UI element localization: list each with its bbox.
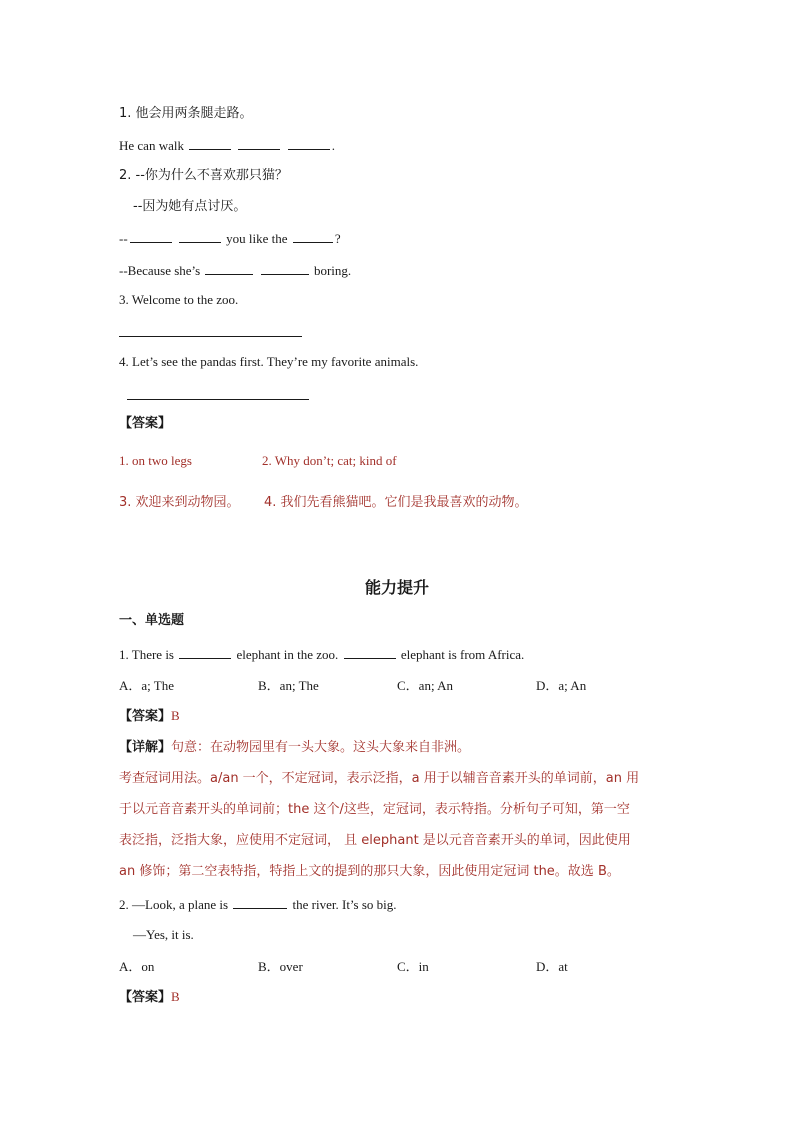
- detail-text: 考查冠词用法。a/an 一个，不定冠词，表示泛指，a 用于以辅音音素开头的单词前，an 用: [119, 771, 640, 786]
- answer-blank: [238, 137, 280, 150]
- section-title: 能力提升: [364, 578, 429, 597]
- mc-question-2-answer: [119, 989, 180, 1006]
- question-2b-end: boring.: [313, 263, 352, 278]
- detail-text: 表泛指，泛指大象，应使用不定冠词， 且 elephant 是以元音音素开头的单词，因此使用: [119, 833, 631, 848]
- option-d: D．at: [536, 959, 568, 974]
- mc-question-2-prefix: 2. —Look, a plane is: [119, 897, 229, 912]
- answer-blank: [344, 646, 396, 659]
- option-c: C．an; An: [397, 678, 453, 693]
- option-b: B．an; The: [258, 678, 319, 693]
- answer-blank: [261, 262, 309, 275]
- mc-question-1-mid: elephant in the zoo.: [236, 647, 339, 662]
- answer-label: 【答案】: [119, 709, 172, 724]
- mc-question-2-end: the river. It’s so big.: [292, 897, 397, 912]
- answer-value: B: [171, 708, 180, 723]
- answer-value: B: [171, 989, 180, 1004]
- subsection-title: 一、单选题: [119, 613, 185, 628]
- option-b: B．over: [258, 959, 303, 974]
- question-1-end: .: [331, 138, 335, 153]
- question-3-english: 3. Welcome to the zoo.: [119, 292, 239, 307]
- detail-text: an 修饰；第二空表特指，特指上文的提到的那只大象，因此使用定冠词 the。故选 B。: [119, 864, 620, 879]
- answer-blank: [233, 896, 287, 909]
- detail-text: 句意：在动物园里有一头大象。这头大象来自非洲。: [171, 740, 471, 755]
- answer-blank: [288, 137, 330, 150]
- answer-label: 【答案】: [119, 416, 172, 431]
- answer-blank: [179, 230, 221, 243]
- question-1-english: [119, 137, 335, 154]
- question-2-chinese-a: 2. --你为什么不喜欢那只猫？: [119, 168, 288, 183]
- mc-question-1-prefix: 1. There is: [119, 647, 174, 662]
- question-2-english-a: [119, 230, 341, 247]
- question-2-chinese-b: --因为她有点讨厌。: [133, 199, 247, 214]
- question-2-mid: you like the: [226, 231, 288, 246]
- mc-question-2: [119, 896, 397, 913]
- mc-question-1-end: elephant is from Africa.: [400, 647, 525, 662]
- dash-prefix: --: [119, 231, 128, 246]
- answer-blank: [189, 137, 231, 150]
- option-d: D．a; An: [536, 678, 587, 693]
- answer-blank: [179, 646, 231, 659]
- question-2-english-b: [119, 262, 351, 279]
- question-mark: ?: [334, 231, 341, 246]
- mc-question-1: [119, 646, 524, 663]
- option-a: A．a; The: [119, 678, 174, 693]
- answer-blank: [293, 230, 333, 243]
- mc-question-2-reply: —Yes, it is.: [133, 927, 194, 942]
- answer-line: [127, 399, 309, 400]
- mc-question-1-answer: [119, 708, 180, 725]
- question-1-chinese: 1. 他会用两条腿走路。: [119, 106, 253, 121]
- mc-question-1-detail: [119, 739, 470, 756]
- question-2b-prefix: --Because she’s: [119, 263, 201, 278]
- answer-4: 4. 我们先看熊猫吧。它们是我最喜欢的动物。: [264, 495, 528, 510]
- answer-2: 2. Why don’t; cat; kind of: [262, 453, 397, 468]
- option-c: C．in: [397, 959, 429, 974]
- option-a: A．on: [119, 959, 155, 974]
- answer-line: [119, 336, 302, 337]
- answer-1: 1. on two legs: [119, 453, 192, 468]
- detail-text: 于以元音音素开头的单词前；the 这个/这些，定冠词，表示特指。分析句子可知，第一空: [119, 802, 630, 817]
- answer-blank: [130, 230, 172, 243]
- answer-blank: [205, 262, 253, 275]
- question-4-english: 4. Let’s see the pandas first. They’re my favorite animals.: [119, 354, 419, 369]
- question-1-prefix: He can walk: [119, 138, 184, 153]
- detail-label: 【详解】: [119, 740, 172, 755]
- answer-label: 【答案】: [119, 990, 172, 1005]
- answer-3: 3. 欢迎来到动物园。: [119, 495, 240, 510]
